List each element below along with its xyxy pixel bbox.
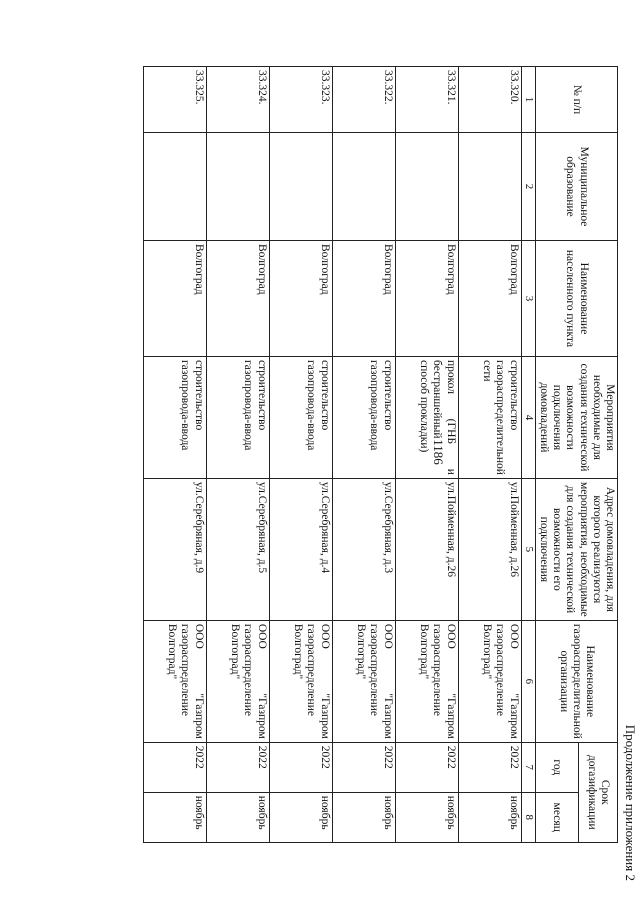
row-year: 2022 xyxy=(143,742,206,792)
row-year: 2022 xyxy=(458,742,521,792)
row-address: ул.Пойменная, д.26 xyxy=(458,478,521,620)
gasification-table xyxy=(143,66,618,843)
table-row xyxy=(458,67,521,843)
row-measure: строительство газораспределительной сети xyxy=(458,357,521,479)
table-row xyxy=(143,67,206,843)
row-month: ноябрь xyxy=(269,792,332,842)
row-organization: ООО "Газпром газораспределение Волгоград" xyxy=(458,620,521,742)
row-year: 2022 xyxy=(269,742,332,792)
header-number: № п/п xyxy=(535,67,617,133)
header-municipality: Муниципальное образование xyxy=(535,133,617,241)
row-municipality xyxy=(206,133,269,241)
row-year: 2022 xyxy=(332,742,395,792)
row-organization: ООО "Газпром газораспределение Волгоград" xyxy=(395,620,458,742)
row-measure: строительство газопровода-ввода xyxy=(332,357,395,479)
row-address: ул.Серебряная, д.3 xyxy=(332,478,395,620)
row-settlement: Волгоград xyxy=(458,241,521,357)
appendix-subtitle: Продолжение приложения 2 xyxy=(623,724,638,881)
row-municipality xyxy=(269,133,332,241)
row-number: 33.324. xyxy=(206,67,269,133)
row-settlement: Волгоград xyxy=(395,241,458,357)
row-settlement: Волгоград xyxy=(269,241,332,357)
row-address: ул.Серебряная, д.4 xyxy=(269,478,332,620)
row-month: ноябрь xyxy=(332,792,395,842)
row-address: ул.Пойменная, д.26 xyxy=(395,478,458,620)
table-row xyxy=(206,67,269,843)
column-number: 7 xyxy=(521,742,535,792)
row-month: ноябрь xyxy=(206,792,269,842)
column-number: 4 xyxy=(521,357,535,479)
row-year: 2022 xyxy=(206,742,269,792)
row-municipality xyxy=(143,133,206,241)
row-municipality xyxy=(395,133,458,241)
row-month: ноябрь xyxy=(395,792,458,842)
row-organization: ООО "Газпром газораспределение Волгоград" xyxy=(206,620,269,742)
row-organization: ООО "Газпром газораспределение Волгоград" xyxy=(143,620,206,742)
column-number: 8 xyxy=(521,792,535,842)
row-measure: строительство газопровода-ввода xyxy=(143,357,206,479)
column-number: 5 xyxy=(521,478,535,620)
table-row xyxy=(395,67,458,843)
column-numbers-row xyxy=(521,67,535,843)
row-organization: ООО "Газпром газораспределение Волгоград" xyxy=(269,620,332,742)
row-number: 33.323. xyxy=(269,67,332,133)
header-address: Адрес домовладения, для которого реализуются мероприятия, необходимые для создания технической возможности его подключения xyxy=(535,478,617,620)
header-month: месяц xyxy=(535,792,578,842)
header-measures: Мероприятия необходимые для создания технической возможности подключения домовладений xyxy=(535,357,617,479)
row-month: ноябрь xyxy=(458,792,521,842)
table-row xyxy=(332,67,395,843)
header-year: год xyxy=(535,742,578,792)
column-number: 1 xyxy=(521,67,535,133)
row-number: 33.321. xyxy=(395,67,458,133)
row-settlement: Волгоград xyxy=(143,241,206,357)
column-number: 2 xyxy=(521,133,535,241)
row-municipality xyxy=(332,133,395,241)
row-number: 33.322. xyxy=(332,67,395,133)
row-address: ул.Серебряная, д.9 xyxy=(143,478,206,620)
row-number: 33.320. xyxy=(458,67,521,133)
row-number: 33.325. xyxy=(143,67,206,133)
row-measure: строительство газопровода-ввода xyxy=(269,357,332,479)
column-number: 6 xyxy=(521,620,535,742)
row-municipality xyxy=(458,133,521,241)
header-deadline: Срок догазификации xyxy=(578,742,617,842)
row-organization: ООО "Газпром газораспределение Волгоград" xyxy=(332,620,395,742)
row-month: ноябрь xyxy=(143,792,206,842)
row-measure: строительство газопровода-ввода xyxy=(206,357,269,479)
row-address: ул.Серебряная, д.5 xyxy=(206,478,269,620)
page-number: 1186 xyxy=(431,439,446,465)
column-number: 3 xyxy=(521,241,535,357)
row-settlement: Волгоград xyxy=(332,241,395,357)
row-settlement: Волгоград xyxy=(206,241,269,357)
row-measure: прокол (ГНБ и бестраншейный способ прокладки) xyxy=(395,357,458,479)
table-row xyxy=(269,67,332,843)
header-settlement: Наименование населенного пункта xyxy=(535,241,617,357)
row-year: 2022 xyxy=(395,742,458,792)
header-organization: Наименование газораспределительной организации xyxy=(535,620,617,742)
